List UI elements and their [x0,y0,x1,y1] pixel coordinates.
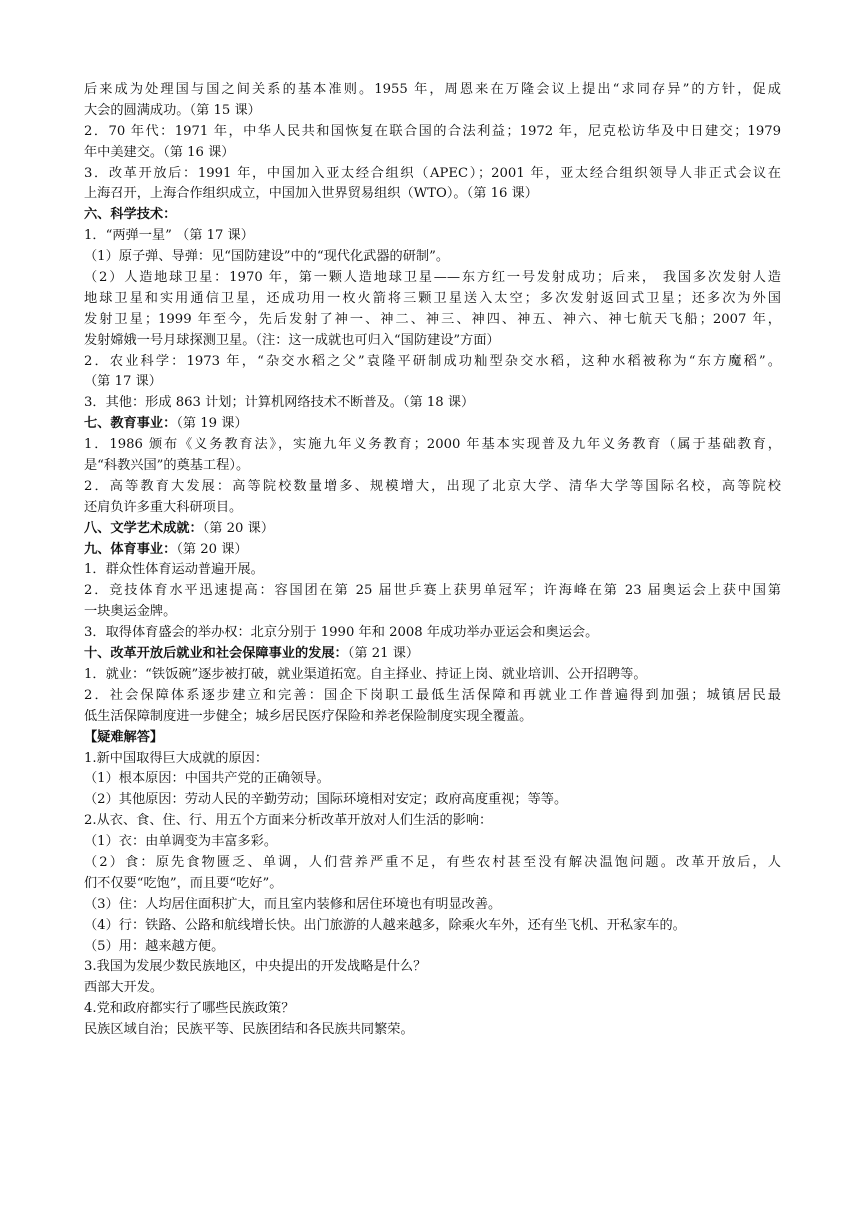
text-line [84,874,781,895]
line-text: 3.我国为发展少数民族地区，中央提出的开发战略是什么？ [84,959,427,975]
line-text: 们不仅要“吃饱”，而且要“吃好”。 [84,875,283,891]
text-line [84,999,781,1020]
heading-text: 十、改革开放后就业和社会保障事业的发展： [84,646,348,662]
heading-text: 八、文学艺术成就： [84,520,203,536]
line-text: 2．竞技体育水平迅速提高：容国团在第 25 届世乒赛上获男单冠军；许海峰在第 23 届奥运会上获中国第 [84,583,781,599]
line-text: （2）其他原因：劳动人民的辛勤劳动；国际环境相对安定；政府高度重视；等等。 [84,792,568,808]
lesson-reference: （第 21 课） [347,646,420,662]
line-text: （1）原子弹、导弹：见“国防建设”中的“现代化武器的研制”。 [84,249,450,265]
lesson-reference: （第 20 课） [202,520,275,536]
line-text: 1．群众性体育运动普遍开展。 [84,562,264,578]
line-text: 2.从衣、食、住、行、用五个方面来分析改革开放对人们生活的影响： [84,813,493,829]
text-line [84,978,781,999]
text-line [84,853,781,874]
text-line [84,352,781,373]
text-line [84,372,781,393]
text-line [84,1020,781,1041]
line-text: 1．1986 颁布《义务教育法》，实施九年义务教育；2000 年基本实现普及九年义务教育（属于基础教育， [84,437,781,453]
line-text: （4）行：铁路、公路和航线增长快。出门旅游的人越来越多，除乘火车外，还有坐飞机、开私家车的。 [84,917,686,933]
line-text: 后来成为处理国与国之间关系的基本准则。1955 年，周恩来在万隆会议上提出“求同存异”的方针，促成 [84,82,781,97]
line-text: 3．取得体育盛会的举办权：北京分别于 1990 年和 2008 年成功举办亚运会和奥运会。 [84,625,599,641]
line-text: 2．社会保障体系逐步建立和完善：国企下岗职工最低生活保障和再就业工作普遍得到加强；城镇居民最 [84,687,781,703]
line-text: 民族区域自治；民族平等、民族团结和各民族共同繁荣。 [84,1022,414,1038]
text-line [84,226,781,247]
section-heading [84,644,781,665]
text-line [84,790,781,811]
line-text: （5）用：越来越方便。 [84,938,225,954]
text-line [84,749,781,770]
line-text: 一块奥运金牌。 [84,604,177,620]
text-line [84,184,781,205]
heading-text: 【疑难解答】 [84,729,164,745]
text-line [84,769,781,790]
text-line [84,122,781,143]
text-line [84,686,781,707]
text-line [84,331,781,352]
line-text: 2．农业科学：1973 年，“杂交水稻之父”袁隆平研制成功籼型杂交水稻，这种水稻被称为“东方魔稻”。 [84,353,781,369]
line-text: 3．改革开放后：1991 年，中国加入亚太经合组织（APEC）；2001 年，亚太经合组织领导人非正式会议在 [84,165,781,181]
text-line [84,143,781,164]
section-heading [84,414,781,435]
text-line [84,435,781,456]
line-text: 上海召开，上海合作组织成立，中国加入世界贸易组织（WTO）。（第 16 课） [84,186,538,202]
heading-text: 九、体育事业： [84,541,177,557]
line-text: 大会的圆满成功。（第 15 课） [84,102,261,118]
text-line [84,247,781,268]
line-text: 1．“两弹一星” （第 17 课） [84,228,254,244]
text-line [84,289,781,310]
line-text: 1．就业：“铁饭碗”逐步被打破，就业渠道拓宽。自主择业、持证上岗、就业培训、公开招聘等。 [84,666,647,682]
text-line [84,957,781,978]
line-text: （2）人造地球卫星：1970 年，第一颗人造地球卫星——东方红一号发射成功；后来， 我国多次发射人造 [84,270,781,286]
text-line [84,895,781,916]
document-page [84,80,781,1041]
text-line [84,310,781,331]
text-line [84,581,781,602]
text-line [84,602,781,623]
text-line [84,707,781,728]
line-text: 2．高等教育大发展：高等院校数量增多、规模增大，出现了北京大学、清华大学等国际名校，高等院校 [84,478,781,494]
line-text: 还肩负许多重大科研项目。 [84,499,243,515]
text-line [84,560,781,581]
heading-text: 七、教育事业： [84,416,177,432]
lesson-reference: （第 20 课） [176,541,248,557]
text-line [84,80,781,101]
line-text: （2）食：原先食物匮乏、单调，人们营养严重不足，有些农村甚至没有解决温饱问题。改革开放后，人 [84,854,781,870]
line-text: 4.党和政府都实行了哪些民族政策？ [84,1001,295,1017]
line-text: （第 17 课） [84,374,162,390]
heading-text: 六、科学技术： [84,207,177,223]
line-text: （1）根本原因：中国共产党的正确领导。 [84,771,330,787]
line-text: 是“科教兴国”的奠基工程）。 [84,458,250,474]
text-line [84,665,781,686]
line-text: 地球卫星和实用通信卫星，还成功用一枚火箭将三颗卫星送入太空；多次发射返回式卫星；还多次为外国 [84,290,781,306]
line-text: 3．其他：形成 863 计划；计算机网络技术不断普及。（第 18 课） [84,395,475,411]
text-line [84,456,781,477]
section-heading [84,519,781,540]
text-line [84,101,781,122]
section-heading [84,540,781,561]
text-line [84,623,781,644]
line-text: 发射嫦娥一号月球探测卫星。（注：这一成就也可归入“国防建设”方面） [84,332,500,348]
text-line [84,916,781,937]
text-line [84,811,781,832]
text-line [84,393,781,414]
line-text: 西部大开发。 [84,980,164,996]
line-text: 2．70 年代：1971 年，中华人民共和国恢复在联合国的合法利益；1972 年，尼克松访华及中日建交；1979 [84,123,781,139]
lesson-reference: （第 19 课） [176,416,248,432]
line-text: 发射卫星；1999 年至今，先后发射了神一、神二、神三、神四、神五、神六、神七航天飞船；2007 年， [84,311,781,327]
line-text: （1）衣：由单调变为丰富多彩。 [84,834,278,850]
text-line [84,832,781,853]
text-line [84,498,781,519]
line-text: 年中美建交。（第 16 课） [84,144,235,160]
text-line [84,268,781,289]
line-text: （3）住：人均居住面积扩大，而且室内装修和居住环境也有明显改善。 [84,896,502,912]
section-heading [84,728,781,749]
line-text: 1.新中国取得巨大成就的原因： [84,750,269,766]
text-line [84,477,781,498]
section-heading [84,205,781,226]
text-line [84,937,781,958]
text-line [84,164,781,185]
line-text: 低生活保障制度进一步健全；城乡居民医疗保险和养老保险制度实现全覆盖。 [84,708,533,724]
